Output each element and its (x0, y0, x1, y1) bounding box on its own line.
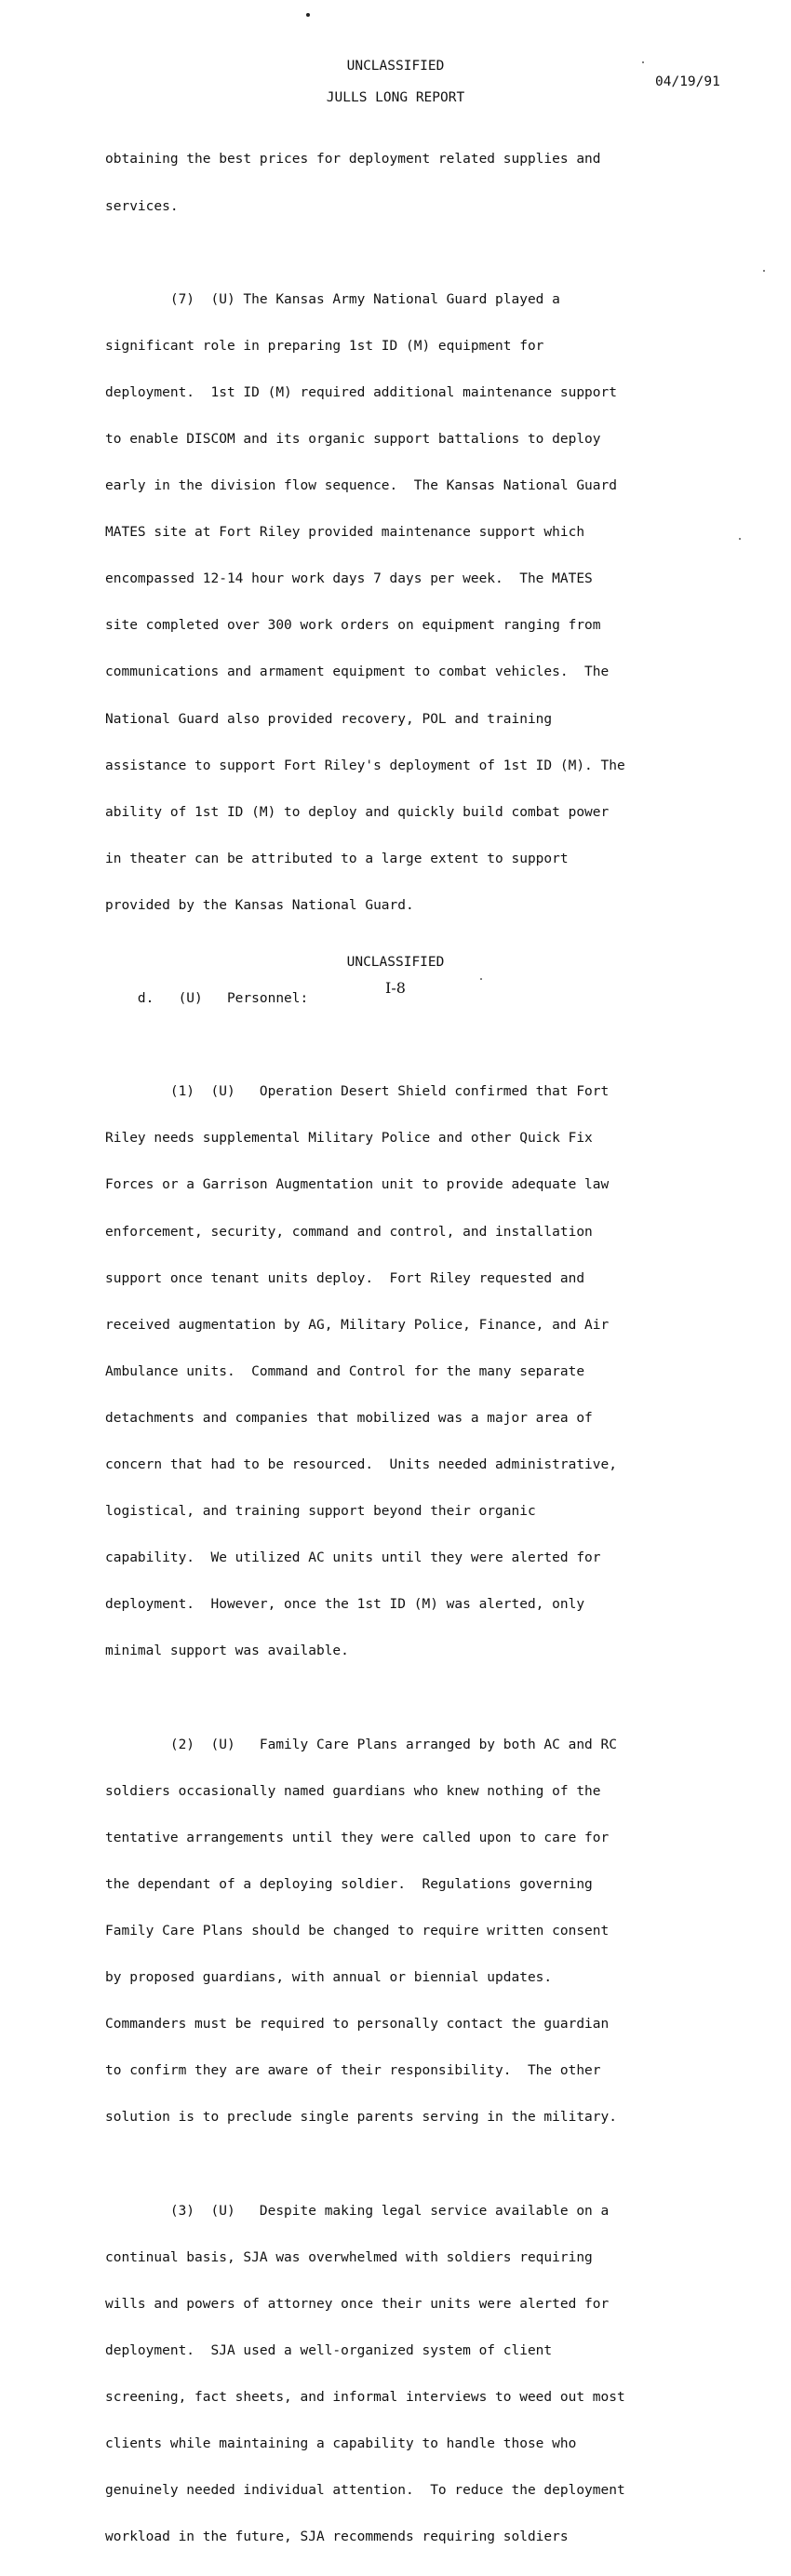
page-number: I-8 (385, 979, 406, 997)
text-line (105, 1038, 719, 1053)
text-line: support once tenant units deploy. Fort Riley requested and (105, 1270, 585, 1286)
text-line: services. (105, 198, 179, 214)
text-line: soldiers occasionally named guardians who knew nothing of the (105, 1783, 601, 1799)
report-date: 04/19/91 (655, 74, 720, 89)
text-line: ability of 1st ID (M) to deploy and quickly build combat power (105, 804, 610, 820)
text-line: deployment. SJA used a well-organized system of client (105, 2342, 553, 2358)
text-line: minimal support was available. (105, 1644, 349, 1659)
text-line: screening, fact sheets, and informal interviews to weed out most (105, 2389, 625, 2405)
text-line: to enable DISCOM and its organic support battalions to deploy (105, 431, 601, 447)
text-line: encompassed 12-14 hour work days 7 days per week. The MATES (105, 571, 593, 587)
text-line: continual basis, SJA was overwhelmed with soldiers requiring (105, 2249, 593, 2265)
text-line: (2) (U) Family Care Plans arranged by both AC and RC (105, 1737, 617, 1752)
text-line: deployment. 1st ID (M) required additional maintenance support (105, 384, 617, 400)
text-line: Forces or a Garrison Augmentation unit to provide adequate law (105, 1177, 610, 1193)
text-line: Riley needs supplemental Military Police and other Quick Fix (105, 1131, 593, 1147)
text-line: received augmentation by AG, Military Police, Finance, and Air (105, 1317, 610, 1333)
text-line: obtaining the best prices for deployment related supplies and (105, 152, 601, 168)
text-line: by proposed guardians, with annual or biennial updates. (105, 1970, 553, 1986)
text-line: significant role in preparing 1st ID (M) equipment for (105, 338, 544, 354)
text-line: Family Care Plans should be changed to require written consent (105, 1923, 610, 1939)
report-title: JULLS LONG REPORT (326, 90, 465, 105)
text-line: early in the division flow sequence. The Kansas National Guard (105, 478, 617, 494)
text-line: MATES site at Fort Riley provided maintenance support which (105, 525, 585, 541)
text-line (105, 1691, 719, 1707)
text-line: communications and armament equipment to combat vehicles. The (105, 664, 610, 680)
scan-speck (763, 270, 765, 272)
header-classification: UNCLASSIFIED (346, 59, 445, 74)
text-line: genuinely needed individual attention. To reduce the deployment (105, 2483, 625, 2499)
text-line: tentative arrangements until they were called upon to care for (105, 1830, 610, 1845)
text-line: provided by the Kansas National Guard. (105, 897, 414, 913)
text-line: wills and powers of attorney once their units were alerted for (105, 2296, 610, 2312)
text-line: in theater can be attributed to a large extent to support (105, 851, 569, 866)
text-line: assistance to support Fort Riley's deployment of 1st ID (M). The (105, 758, 625, 773)
footer-classification: UNCLASSIFIED (346, 955, 445, 970)
text-line: site completed over 300 work orders on equipment ranging from (105, 618, 601, 634)
text-line: deployment. However, once the 1st ID (M) was alerted, only (105, 1597, 585, 1613)
text-line: detachments and companies that mobilized was a major area of (105, 1410, 593, 1426)
text-line: capability. We utilized AC units until they were alerted for (105, 1550, 601, 1566)
text-line: National Guard also provided recovery, POL and training (105, 711, 553, 727)
section-heading-personnel: d. (U) Personnel: (105, 991, 309, 1007)
text-line: to confirm they are aware of their responsibility. The other (105, 2063, 601, 2079)
text-line: workload in the future, SJA recommends requiring soldiers (105, 2529, 569, 2545)
text-line: logistical, and training support beyond their organic (105, 1504, 536, 1520)
text-line: (3) (U) Despite making legal service available on a (105, 2203, 610, 2219)
text-line: solution is to preclude single parents serving in the military. (105, 2110, 617, 2126)
text-line: concern that had to be resourced. Units needed administrative, (105, 1457, 617, 1473)
text-line: Commanders must be required to personally contact the guardian (105, 2017, 610, 2033)
text-line (105, 246, 719, 262)
text-line: enforcement, security, command and control, and installation (105, 1224, 593, 1240)
text-line: (1) (U) Operation Desert Shield confirmed that Fort (105, 1084, 610, 1100)
scan-speck (739, 538, 741, 540)
text-line: (7) (U) The Kansas Army National Guard played a (105, 291, 560, 307)
text-line: Ambulance units. Command and Control for the many separate (105, 1363, 585, 1379)
text-line: clients while maintaining a capability to handle those who (105, 2436, 577, 2451)
body-text (105, 121, 719, 2576)
scan-speck (306, 13, 310, 17)
text-line: the dependant of a deploying soldier. Regulations governing (105, 1876, 593, 1892)
text-line (105, 2156, 719, 2172)
